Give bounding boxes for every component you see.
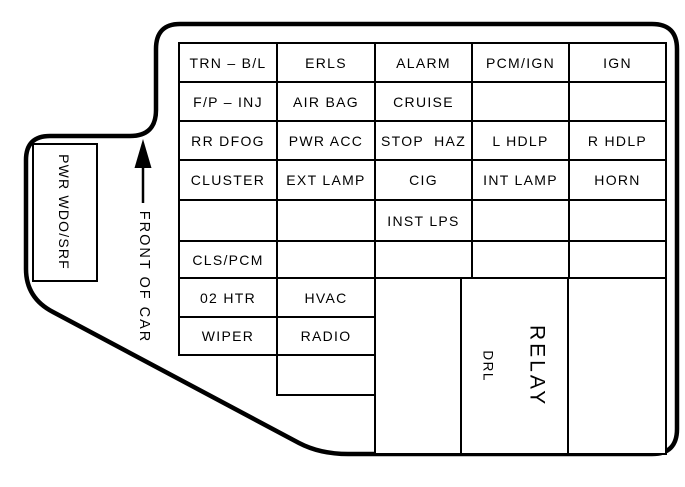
fuse-cell-ext-lamp: EXT LAMP bbox=[276, 159, 376, 201]
fuse-cell-empty bbox=[568, 81, 667, 122]
relay-cell-empty bbox=[567, 277, 667, 455]
fuse-cell-stop-haz: STOP HAZ bbox=[374, 120, 473, 161]
fuse-cell-cls-pcm: CLS/PCM bbox=[178, 240, 278, 279]
fuse-cell-empty bbox=[471, 199, 570, 242]
front-of-car-label: FRONT OF CAR bbox=[136, 210, 152, 344]
drl-label-text: DRL bbox=[480, 350, 496, 382]
fuse-cell-erls: ERLS bbox=[276, 42, 376, 83]
fuse-cell-hvac: HVAC bbox=[276, 277, 376, 318]
fuse-cell-empty bbox=[568, 199, 667, 242]
fuse-cell-ign: IGN bbox=[568, 42, 667, 83]
pwr-wdo-srf-label: PWR WDO/SRF bbox=[56, 154, 72, 270]
fuse-cell-empty bbox=[178, 199, 278, 242]
fuse-cell-cruise: CRUISE bbox=[374, 81, 473, 122]
fuse-cell-empty bbox=[276, 240, 376, 279]
relay-cell-drl bbox=[460, 277, 569, 455]
fuse-cell-empty bbox=[276, 354, 376, 396]
fuse-cell-r-hdlp: R HDLP bbox=[568, 120, 667, 161]
fuse-cell-air-bag: AIR BAG bbox=[276, 81, 376, 122]
fuse-cell-cig: CIG bbox=[374, 159, 473, 201]
fuse-cell-empty bbox=[374, 240, 473, 279]
relay-label-text: RELAY bbox=[525, 324, 549, 408]
fuse-cell-l-hdlp: L HDLP bbox=[471, 120, 570, 161]
fuse-cell-cluster: CLUSTER bbox=[178, 159, 278, 201]
fuse-cell-int-lamp: INT LAMP bbox=[471, 159, 570, 201]
fuse-cell-rr-dfog: RR DFOG bbox=[178, 120, 278, 161]
fuse-cell-empty bbox=[471, 81, 570, 122]
fuse-cell-o2-htr: 02 HTR bbox=[178, 277, 278, 318]
fuse-cell-empty bbox=[568, 240, 667, 279]
fuse-cell-fp-inj: F/P – INJ bbox=[178, 81, 278, 122]
fuse-cell-radio: RADIO bbox=[276, 316, 376, 356]
fuse-cell-pcm-ign: PCM/IGN bbox=[471, 42, 570, 83]
fuse-cell-horn: HORN bbox=[568, 159, 667, 201]
fuse-cell-trn-bl: TRN – B/L bbox=[178, 42, 278, 83]
fuse-cell-alarm: ALARM bbox=[374, 42, 473, 83]
relay-drl-label bbox=[449, 325, 579, 407]
fuse-cell-wiper: WIPER bbox=[178, 316, 278, 356]
fuse-cell-empty bbox=[471, 240, 570, 279]
fuse-cell-pwr-acc: PWR ACC bbox=[276, 120, 376, 161]
fuse-cell-empty bbox=[276, 199, 376, 242]
fuse-cell-inst-lps: INST LPS bbox=[374, 199, 473, 242]
